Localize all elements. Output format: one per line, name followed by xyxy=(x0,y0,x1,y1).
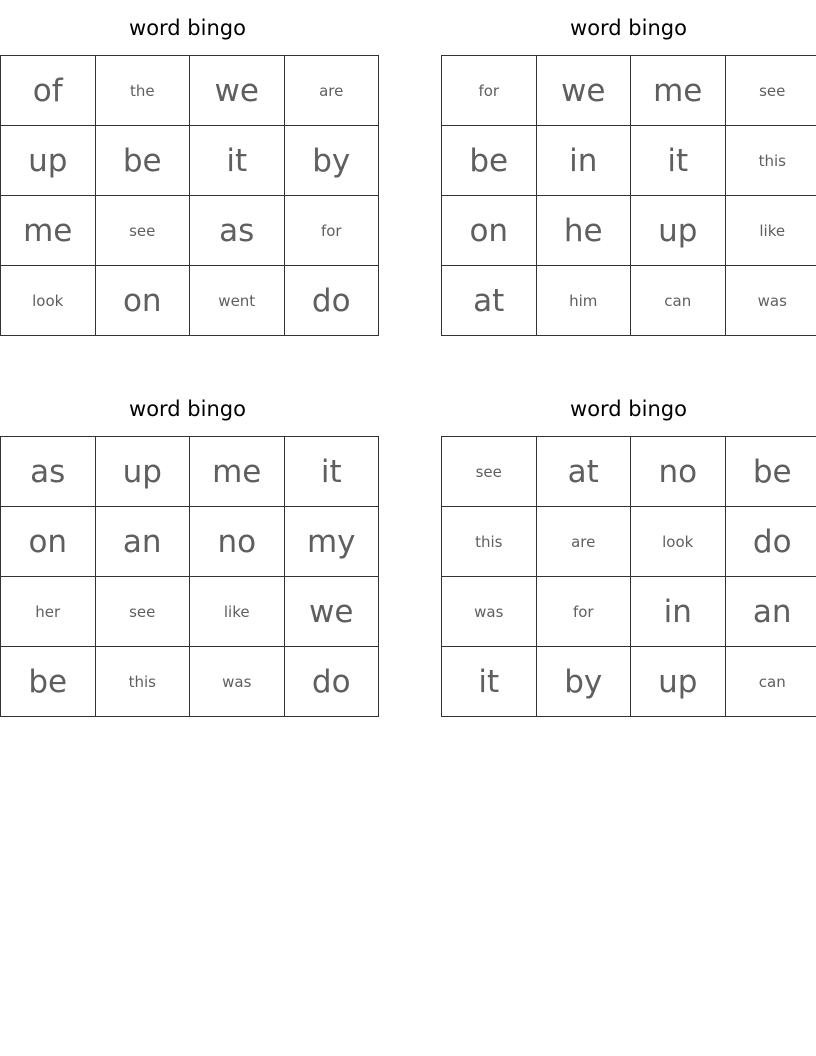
bingo-cell: we xyxy=(190,56,285,126)
card-title: word bingo xyxy=(570,397,687,421)
bingo-cell: see xyxy=(442,437,537,507)
bingo-cell: for xyxy=(284,196,379,266)
bingo-grid xyxy=(0,55,379,336)
bingo-cell: like xyxy=(725,196,816,266)
bingo-cell: on xyxy=(1,507,96,577)
bingo-grid xyxy=(441,436,816,717)
bingo-cell: by xyxy=(284,126,379,196)
grid-row xyxy=(442,647,816,717)
grid-row xyxy=(1,647,379,717)
grid-row xyxy=(1,437,379,507)
bingo-cell: are xyxy=(536,507,631,577)
bingo-cell: by xyxy=(536,647,631,717)
bingo-cell: be xyxy=(1,647,96,717)
card-title: word bingo xyxy=(129,16,246,40)
bingo-cell: this xyxy=(725,126,816,196)
grid-row xyxy=(442,126,816,196)
bingo-cell: it xyxy=(631,126,726,196)
bingo-cell: no xyxy=(631,437,726,507)
bingo-grid xyxy=(441,55,816,336)
bingo-cell: me xyxy=(190,437,285,507)
grid-row xyxy=(442,196,816,266)
bingo-cell: was xyxy=(725,266,816,336)
bingo-cell: be xyxy=(95,126,190,196)
grid-row xyxy=(1,196,379,266)
bingo-cell: up xyxy=(1,126,96,196)
bingo-cell: look xyxy=(631,507,726,577)
bingo-cell: me xyxy=(631,56,726,126)
bingo-cell: at xyxy=(536,437,631,507)
grid-row xyxy=(442,437,816,507)
bingo-cell: no xyxy=(190,507,285,577)
grid-row xyxy=(1,126,379,196)
bingo-cell: my xyxy=(284,507,379,577)
bingo-cell: as xyxy=(190,196,285,266)
bingo-cell: see xyxy=(95,196,190,266)
grid-row xyxy=(1,266,379,336)
bingo-cell: for xyxy=(536,577,631,647)
bingo-cell: it xyxy=(190,126,285,196)
bingo-cell: this xyxy=(95,647,190,717)
bingo-cell: be xyxy=(725,437,816,507)
bingo-cell: he xyxy=(536,196,631,266)
bingo-cell: on xyxy=(442,196,537,266)
bingo-cell: see xyxy=(725,56,816,126)
bingo-cell: in xyxy=(631,577,726,647)
grid-row xyxy=(442,266,816,336)
bingo-cell: we xyxy=(536,56,631,126)
bingo-cell: it xyxy=(442,647,537,717)
grid-row xyxy=(1,56,379,126)
bingo-cell: in xyxy=(536,126,631,196)
bingo-cell: like xyxy=(190,577,285,647)
bingo-cell: do xyxy=(284,266,379,336)
bingo-cell: see xyxy=(95,577,190,647)
bingo-cell: up xyxy=(95,437,190,507)
bingo-cell: me xyxy=(1,196,96,266)
bingo-cell: an xyxy=(95,507,190,577)
bingo-cell: for xyxy=(442,56,537,126)
grid-row xyxy=(1,507,379,577)
bingo-cell: can xyxy=(631,266,726,336)
bingo-cell: was xyxy=(190,647,285,717)
bingo-cell: the xyxy=(95,56,190,126)
card-title: word bingo xyxy=(129,397,246,421)
grid-row xyxy=(442,56,816,126)
bingo-cell: her xyxy=(1,577,96,647)
bingo-cell: are xyxy=(284,56,379,126)
grid-row xyxy=(442,507,816,577)
bingo-cell: can xyxy=(725,647,816,717)
bingo-cell: him xyxy=(536,266,631,336)
bingo-cell: up xyxy=(631,647,726,717)
card-title: word bingo xyxy=(570,16,687,40)
bingo-cell: be xyxy=(442,126,537,196)
bingo-cell: an xyxy=(725,577,816,647)
grid-row xyxy=(1,577,379,647)
bingo-cell: we xyxy=(284,577,379,647)
grid-row xyxy=(442,577,816,647)
bingo-cell: went xyxy=(190,266,285,336)
bingo-cell: this xyxy=(442,507,537,577)
bingo-cell: up xyxy=(631,196,726,266)
bingo-cell: it xyxy=(284,437,379,507)
bingo-cell: was xyxy=(442,577,537,647)
bingo-cell: on xyxy=(95,266,190,336)
bingo-cell: as xyxy=(1,437,96,507)
bingo-cell: look xyxy=(1,266,96,336)
bingo-cell: of xyxy=(1,56,96,126)
bingo-grid xyxy=(0,436,379,717)
bingo-cell: do xyxy=(284,647,379,717)
bingo-cell: do xyxy=(725,507,816,577)
bingo-cell: at xyxy=(442,266,537,336)
